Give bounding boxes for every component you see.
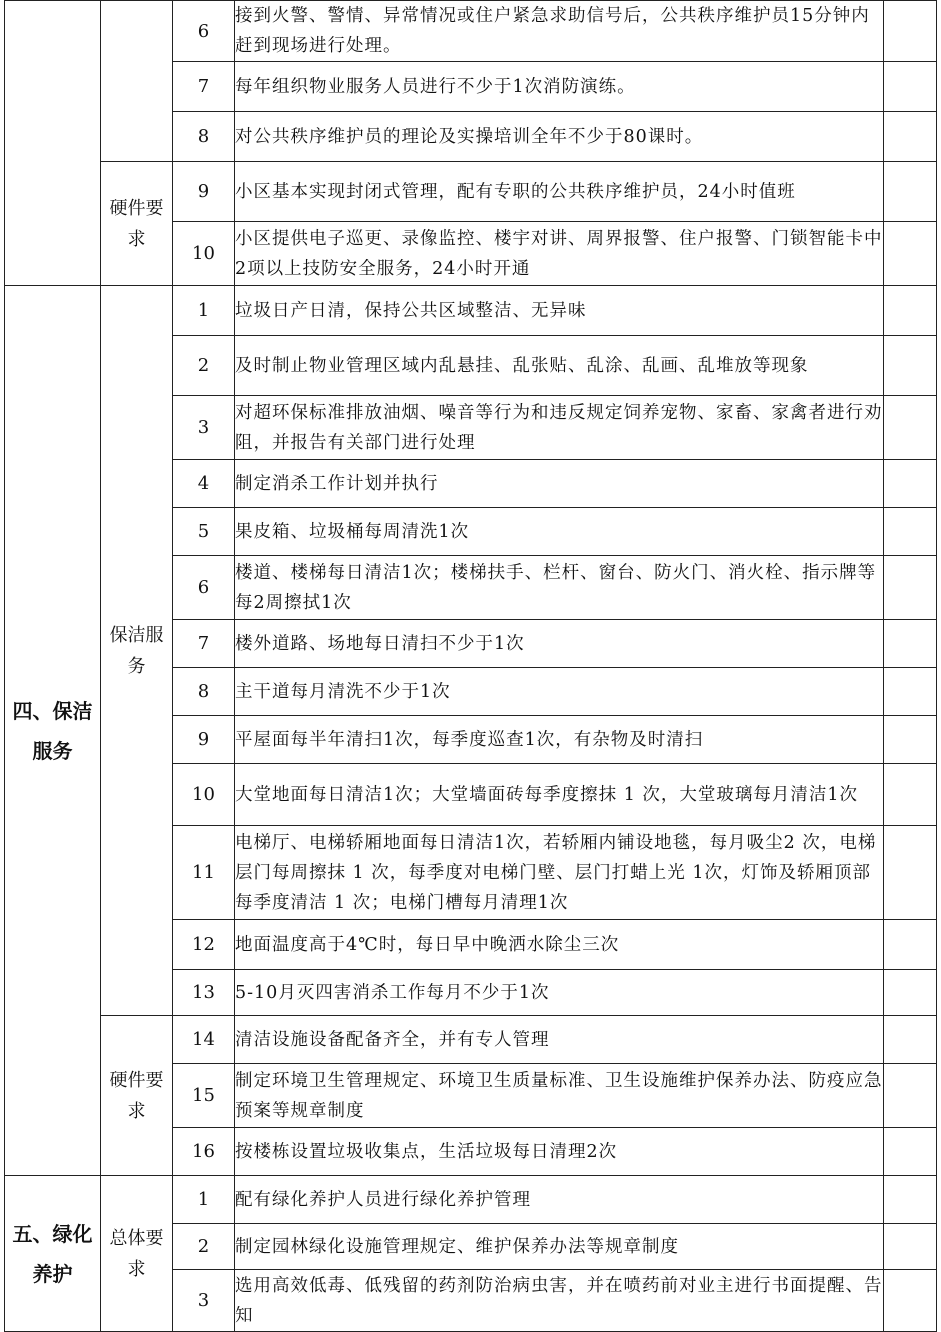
remark-cell bbox=[884, 336, 937, 396]
table-row bbox=[5, 1, 937, 62]
remark-cell bbox=[884, 1176, 937, 1224]
row-number: 1 bbox=[173, 286, 235, 336]
remark-cell bbox=[884, 1128, 937, 1176]
subsection-cleaning-hardware: 硬件要求 bbox=[101, 1016, 173, 1176]
row-content: 选用高效低毒、低残留的药剂防治病虫害，并在喷药前对业主进行书面提醒、告知 bbox=[235, 1270, 884, 1332]
row-content: 楼外道路、场地每日清扫不少于1次 bbox=[235, 620, 884, 668]
row-number: 8 bbox=[173, 112, 235, 162]
row-content: 配有绿化养护人员进行绿化养护管理 bbox=[235, 1176, 884, 1224]
row-content: 平屋面每半年清扫1次，每季度巡查1次，有杂物及时清扫 bbox=[235, 716, 884, 764]
section-cleaning-title: 四、保洁服务 bbox=[5, 286, 101, 1176]
row-number: 2 bbox=[173, 1224, 235, 1270]
row-number: 2 bbox=[173, 336, 235, 396]
subsection-greening-general: 总体要求 bbox=[101, 1176, 173, 1332]
row-number: 6 bbox=[173, 556, 235, 620]
row-content: 果皮箱、垃圾桶每周清洗1次 bbox=[235, 508, 884, 556]
remark-cell bbox=[884, 112, 937, 162]
remark-cell bbox=[884, 920, 937, 970]
remark-cell bbox=[884, 508, 937, 556]
row-number: 10 bbox=[173, 222, 235, 286]
remark-cell bbox=[884, 286, 937, 336]
row-number: 9 bbox=[173, 716, 235, 764]
row-number: 7 bbox=[173, 620, 235, 668]
row-number: 13 bbox=[173, 970, 235, 1016]
row-number: 10 bbox=[173, 764, 235, 826]
row-number: 15 bbox=[173, 1064, 235, 1128]
table-row bbox=[5, 1176, 937, 1224]
row-content: 每年组织物业服务人员进行不少于1次消防演练。 bbox=[235, 62, 884, 112]
row-number: 4 bbox=[173, 460, 235, 508]
row-content: 接到火警、警情、异常情况或住户紧急求助信号后，公共秩序维护员15分钟内赶到现场进行处理。 bbox=[235, 1, 884, 62]
remark-cell bbox=[884, 716, 937, 764]
row-number: 1 bbox=[173, 1176, 235, 1224]
row-content: 制定园林绿化设施管理规定、维护保养办法等规章制度 bbox=[235, 1224, 884, 1270]
remark-cell bbox=[884, 396, 937, 460]
row-content: 制定消杀工作计划并执行 bbox=[235, 460, 884, 508]
row-number: 6 bbox=[173, 1, 235, 62]
row-number: 9 bbox=[173, 162, 235, 222]
row-content: 及时制止物业管理区域内乱悬挂、乱张贴、乱涂、乱画、乱堆放等现象 bbox=[235, 336, 884, 396]
table-row bbox=[5, 1016, 937, 1064]
row-content: 小区提供电子巡更、录像监控、楼宇对讲、周界报警、住户报警、门锁智能卡中2项以上技防安全服务，24小时开通 bbox=[235, 222, 884, 286]
row-content: 楼道、楼梯每日清洁1次；楼梯扶手、栏杆、窗台、防火门、消火栓、指示牌等每2周擦拭1次 bbox=[235, 556, 884, 620]
row-content: 大堂地面每日清洁1次；大堂墙面砖每季度擦抹 1 次，大堂玻璃每月清洁1次 bbox=[235, 764, 884, 826]
row-content: 对超环保标准排放油烟、噪音等行为和违反规定饲养宠物、家畜、家禽者进行劝阻，并报告有关部门进行处理 bbox=[235, 396, 884, 460]
remark-cell bbox=[884, 1270, 937, 1332]
remark-cell bbox=[884, 556, 937, 620]
section-greening-title: 五、绿化养护 bbox=[5, 1176, 101, 1332]
row-content: 垃圾日产日清，保持公共区域整洁、无异味 bbox=[235, 286, 884, 336]
row-content: 对公共秩序维护员的理论及实操培训全年不少于80课时。 bbox=[235, 112, 884, 162]
standards-table bbox=[4, 0, 937, 1332]
row-number: 16 bbox=[173, 1128, 235, 1176]
subsection-security-hardware: 硬件要求 bbox=[101, 162, 173, 286]
row-content: 地面温度高于4℃时，每日早中晚洒水除尘三次 bbox=[235, 920, 884, 970]
remark-cell bbox=[884, 970, 937, 1016]
row-number: 5 bbox=[173, 508, 235, 556]
row-number: 8 bbox=[173, 668, 235, 716]
row-content: 主干道每月清洗不少于1次 bbox=[235, 668, 884, 716]
remark-cell bbox=[884, 162, 937, 222]
subsection-security-service-continued bbox=[101, 1, 173, 162]
remark-cell bbox=[884, 1016, 937, 1064]
row-number: 11 bbox=[173, 826, 235, 920]
row-content: 按楼栋设置垃圾收集点，生活垃圾每日清理2次 bbox=[235, 1128, 884, 1176]
row-content: 电梯厅、电梯轿厢地面每日清洁1次，若轿厢内铺设地毯，每月吸尘2 次，电梯层门每周擦抹 1 次，每季度对电梯门壁、层门打蜡上光 1次，灯饰及轿厢顶部每季度清洁 1 次；电梯门槽每月清理1次 bbox=[235, 826, 884, 920]
remark-cell bbox=[884, 826, 937, 920]
remark-cell bbox=[884, 62, 937, 112]
remark-cell bbox=[884, 668, 937, 716]
row-number: 3 bbox=[173, 396, 235, 460]
remark-cell bbox=[884, 1, 937, 62]
row-content: 清洁设施设备配备齐全，并有专人管理 bbox=[235, 1016, 884, 1064]
row-number: 14 bbox=[173, 1016, 235, 1064]
subsection-cleaning-service: 保洁服务 bbox=[101, 286, 173, 1016]
row-number: 7 bbox=[173, 62, 235, 112]
remark-cell bbox=[884, 620, 937, 668]
row-content: 制定环境卫生管理规定、环境卫生质量标准、卫生设施维护保养办法、防疫应急预案等规章制度 bbox=[235, 1064, 884, 1128]
row-number: 12 bbox=[173, 920, 235, 970]
remark-cell bbox=[884, 764, 937, 826]
row-number: 3 bbox=[173, 1270, 235, 1332]
table-row bbox=[5, 286, 937, 336]
remark-cell bbox=[884, 222, 937, 286]
section-security-continued bbox=[5, 1, 101, 286]
row-content: 5-10月灭四害消杀工作每月不少于1次 bbox=[235, 970, 884, 1016]
remark-cell bbox=[884, 460, 937, 508]
remark-cell bbox=[884, 1224, 937, 1270]
table-row bbox=[5, 162, 937, 222]
row-content: 小区基本实现封闭式管理，配有专职的公共秩序维护员，24小时值班 bbox=[235, 162, 884, 222]
remark-cell bbox=[884, 1064, 937, 1128]
